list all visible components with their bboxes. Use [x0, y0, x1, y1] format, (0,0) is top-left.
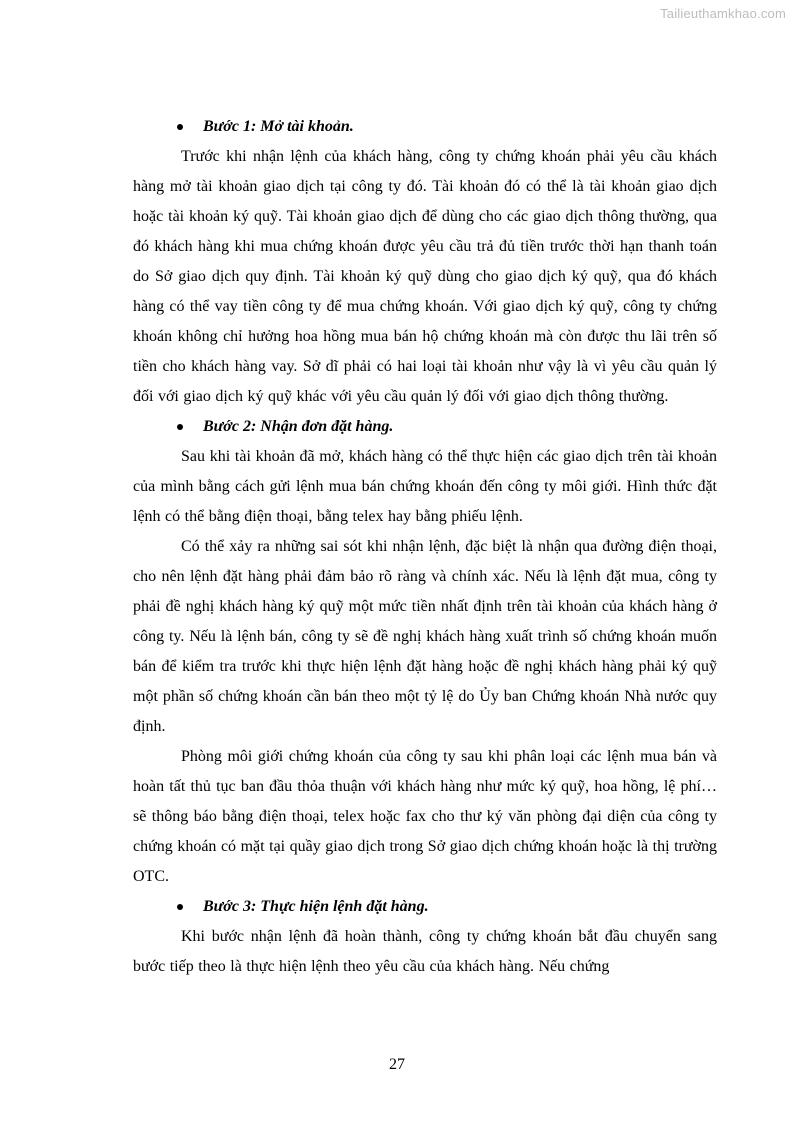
paragraph: Trước khi nhận lệnh của khách hàng, công ty chứng khoán phải yêu cầu khách hàng mở tài khoản giao dịch tại công ty đó. Tài khoản đó có thể là tài khoản giao dịch hoặc tài khoản ký quỹ. Tài khoản giao dịch để dùng cho các giao dịch thông thường, qua đó khách hàng khi mua chứng khoán được yêu cầu trả đủ tiền trước thời hạn thanh toán do Sở giao dịch quy định. Tài khoản ký quỹ dùng cho giao dịch ký quỹ, qua đó khách hàng có thể vay tiền công ty để mua chứng khoán. Với giao dịch ký quỹ, công ty chứng khoán không chỉ hưởng hoa hồng mua bán hộ chứng khoán mà còn được thu lãi trên số tiền cho khách hàng vay. Sở dĩ phải có hai loại tài khoản như vậy là vì yêu cầu quản lý đối với giao dịch ký quỹ khác với yêu cầu quản lý đối với giao dịch thông thường. [133, 148, 717, 405]
paragraph: Khi bước nhận lệnh đã hoàn thành, công ty chứng khoán bắt đầu chuyển sang bước tiếp theo là thực hiện lệnh theo yêu cầu của khách hàng. Nếu chứng [133, 928, 717, 975]
paragraph: Có thể xảy ra những sai sót khi nhận lệnh, đặc biệt là nhận qua đường điện thoại, cho nên lệnh đặt hàng phải đảm bảo rõ ràng và chính xác. Nếu là lệnh đặt mua, công ty phải đề nghị khách hàng ký quỹ một mức tiền nhất định trên tài khoản của khách hàng ở công ty. Nếu là lệnh bán, công ty sẽ đề nghị khách hàng xuất trình số chứng khoán muốn bán để kiểm tra trước khi thực hiện lệnh đặt hàng hoặc đề nghị khách hàng phải ký quỹ một phần số chứng khoán cần bán theo một tỷ lệ do Ủy ban Chứng khoán Nhà nước quy định. [133, 538, 717, 735]
page-number: 27 [389, 1056, 405, 1073]
bullet-icon [177, 124, 183, 130]
bullet-icon [177, 424, 183, 430]
watermark-text: Tailieuthamkhao.com [660, 6, 786, 21]
paragraph: Sau khi tài khoản đã mở, khách hàng có thể thực hiện các giao dịch trên tài khoản của mình bằng cách gửi lệnh mua bán chứng khoán đến công ty môi giới. Hình thức đặt lệnh có thể bằng điện thoại, bằng telex hay bằng phiếu lệnh. [133, 448, 717, 525]
bullet-icon [177, 904, 183, 910]
document-body [133, 112, 717, 982]
heading-text: Bước 2: Nhận đơn đặt hàng. [203, 418, 394, 435]
section-heading-step-1 [177, 112, 717, 142]
section-heading-step-2 [177, 412, 717, 442]
paragraph: Phòng môi giới chứng khoán của công ty sau khi phân loại các lệnh mua bán và hoàn tất thủ tục ban đầu thỏa thuận với khách hàng như mức ký quỹ, hoa hồng, lệ phí… sẽ thông báo bằng điện thoại, telex hoặc fax cho thư ký văn phòng đại diện của công ty chứng khoán có mặt tại quầy giao dịch trong Sở giao dịch chứng khoán hoặc là thị trường OTC. [133, 748, 717, 885]
section-heading-step-3 [177, 892, 717, 922]
heading-text: Bước 3: Thực hiện lệnh đặt hàng. [203, 898, 429, 915]
heading-text: Bước 1: Mở tài khoản. [203, 118, 354, 135]
